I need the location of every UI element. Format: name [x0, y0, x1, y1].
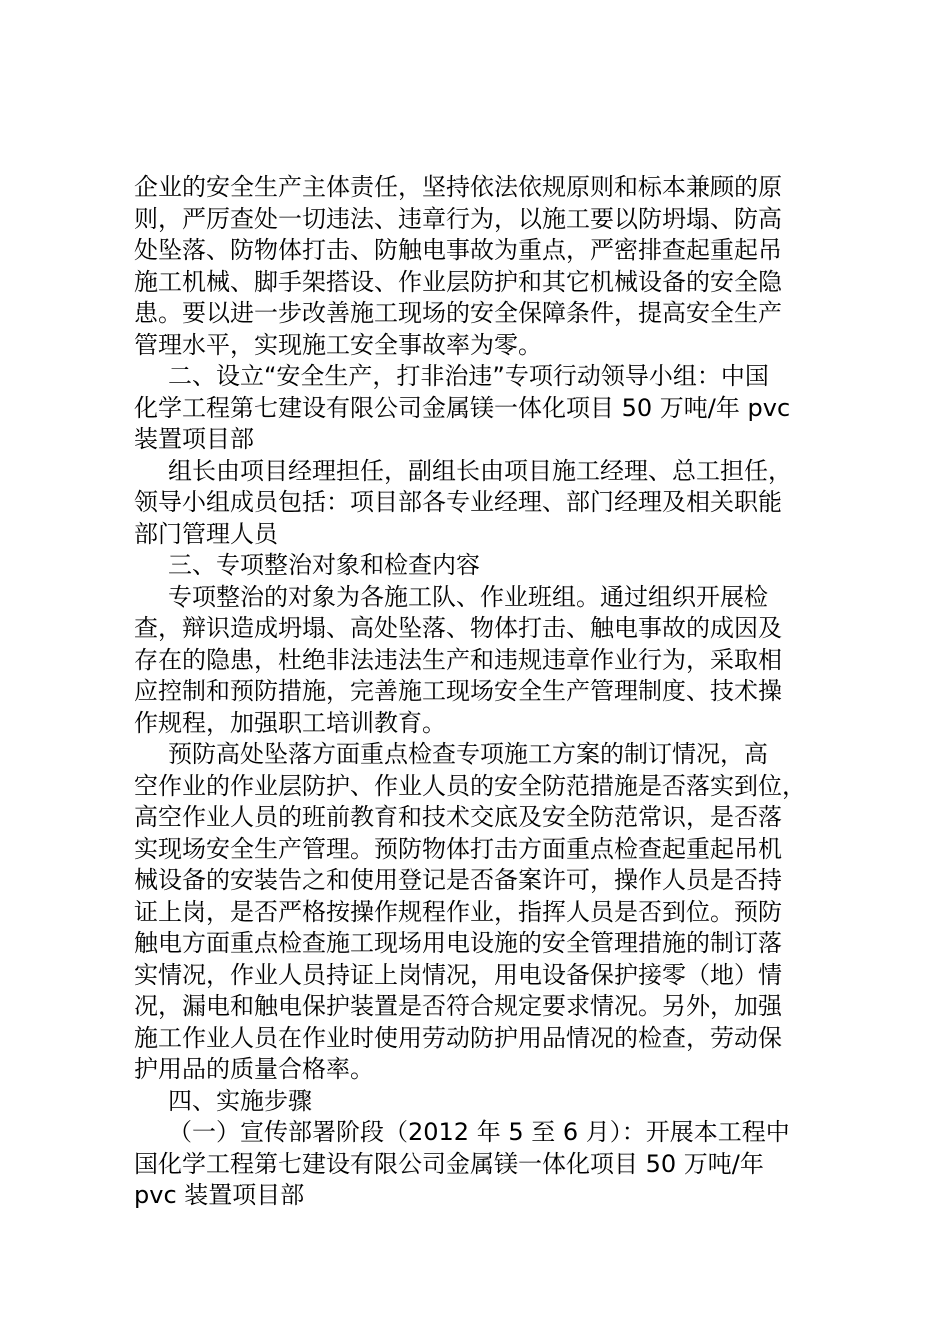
text-line: 患。要以进一步改善施工现场的安全保障条件，提高安全生产 — [134, 299, 782, 327]
text-line: 作规程，加强职工培训教育。 — [134, 708, 446, 737]
text-line: 二、设立“安全生产，打非治违”专项行动领导小组：中国 — [168, 362, 769, 390]
text-line: 高空作业人员的班前教育和技术交底及安全防范常识，是否落 — [134, 803, 782, 831]
text-line: 组长由项目经理担任，副组长由项目施工经理、总工担任， — [168, 456, 792, 485]
text-line: （一）宣传部署阶段（2012 年 5 至 6 月）：开展本工程中 — [168, 1118, 790, 1146]
text-line: 证上岗，是否严格按操作规程作业，指挥人员是否到位。预防 — [134, 897, 782, 926]
text-line: 专项整治的对象为各施工队、作业班组。通过组织开展检 — [168, 582, 768, 611]
text-line: 触电方面重点检查施工现场用电设施的安全管理措施的制订落 — [134, 929, 782, 957]
text-line: 械设备的安装告之和使用登记是否备案许可，操作人员是否持 — [134, 866, 782, 894]
text-line: 应控制和预防措施，完善施工现场安全生产管理制度、技术操 — [134, 677, 782, 705]
text-line: 查，辩识造成坍塌、高处坠落、物体打击、触电事故的成因及 — [134, 614, 782, 642]
text-line: 预防高处坠落方面重点检查专项施工方案的制订情况，高 — [168, 740, 768, 768]
text-line: 部门管理人员 — [134, 519, 278, 548]
text-line: 四、实施步骤 — [168, 1086, 312, 1115]
text-line: 装置项目部 — [134, 425, 254, 453]
text-line: 施工作业人员在作业时使用劳动防护用品情况的检查，劳动保 — [134, 1023, 782, 1052]
text-line: 处坠落、防物体打击、防触电事故为重点，严密排查起重起吊 — [134, 236, 782, 264]
text-line: 管理水平，实现施工安全事故率为零。 — [134, 330, 542, 359]
text-line: 三、专项整治对象和检查内容 — [168, 551, 480, 579]
document-body — [134, 172, 834, 1212]
text-line: 护用品的质量合格率。 — [134, 1055, 374, 1083]
text-line: 国化学工程第七建设有限公司金属镁一体化项目 50 万吨/年 — [134, 1149, 764, 1178]
text-line: 存在的隐患，杜绝非法违法生产和违规违章作业行为，采取相 — [134, 645, 782, 674]
text-line: 况，漏电和触电保护装置是否符合规定要求情况。另外，加强 — [134, 992, 782, 1020]
text-line: 化学工程第七建设有限公司金属镁一体化项目 50 万吨/年 pvc — [134, 393, 791, 422]
text-line: 空作业的作业层防护、作业人员的安全防范措施是否落实到位， — [134, 771, 806, 800]
text-line: pvc 装置项目部 — [134, 1181, 305, 1209]
text-line: 实现场安全生产管理。预防物体打击方面重点检查起重起吊机 — [134, 834, 782, 863]
text-line: 施工机械、脚手架搭设、作业层防护和其它机械设备的安全隐 — [134, 267, 782, 296]
text-line: 领导小组成员包括：项目部各专业经理、部门经理及相关职能 — [134, 488, 782, 516]
text-line: 实情况，作业人员持证上岗情况，用电设备保护接零（地）情 — [134, 960, 782, 989]
text-line: 企业的安全生产主体责任，坚持依法依规原则和标本兼顾的原 — [134, 173, 782, 201]
text-line: 则，严厉查处一切违法、违章行为，以施工要以防坍塌、防高 — [134, 204, 782, 233]
